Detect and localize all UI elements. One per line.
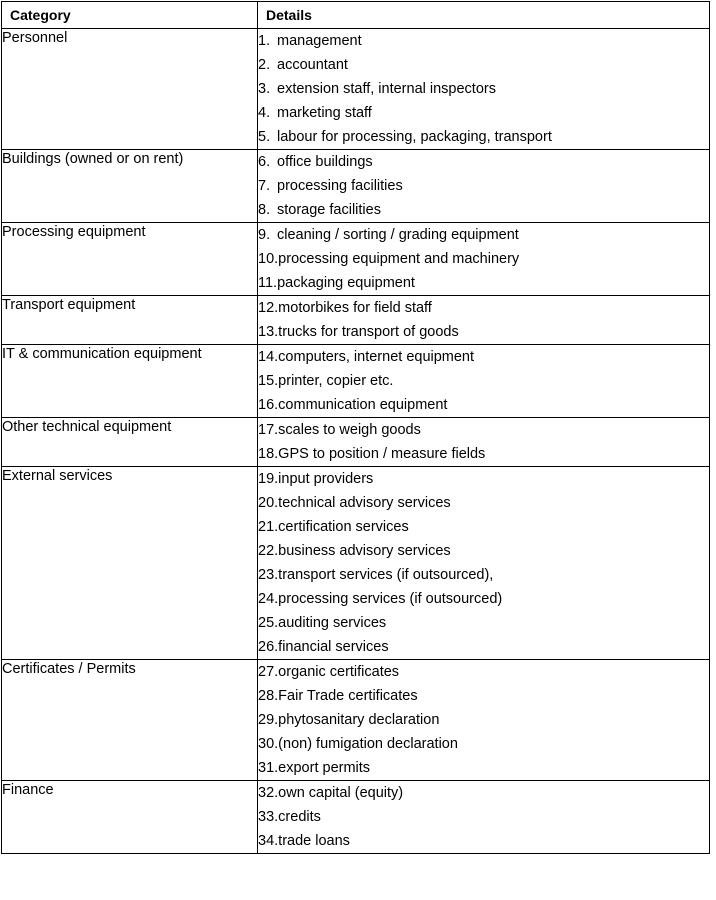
item-number: 29.	[258, 712, 279, 728]
item-number: 33.	[258, 809, 279, 825]
item-number: 21.	[258, 519, 279, 535]
item-text: marketing staff	[277, 105, 372, 121]
item-text: input providers	[278, 471, 374, 487]
details-cell	[258, 467, 710, 660]
list-item	[258, 708, 709, 732]
item-text: trade loans	[278, 833, 350, 849]
item-number: 19.	[258, 471, 279, 487]
item-number: 12.	[258, 300, 279, 316]
details-cell	[258, 418, 710, 467]
item-number: 27.	[258, 664, 279, 680]
item-number: 10.	[258, 251, 279, 267]
detail-list	[258, 467, 709, 659]
category-cell: Processing equipment	[2, 223, 258, 296]
list-item	[258, 563, 709, 587]
category-cell: Certificates / Permits	[2, 660, 258, 781]
item-number: 1.	[258, 33, 271, 49]
item-number: 26.	[258, 639, 279, 655]
list-item	[258, 125, 709, 149]
item-number: 30.	[258, 736, 279, 752]
list-item	[258, 805, 709, 829]
list-item	[258, 247, 709, 271]
table-row	[2, 296, 710, 345]
list-item	[258, 442, 709, 466]
item-number: 28.	[258, 688, 279, 704]
list-item	[258, 756, 709, 780]
item-text: office buildings	[277, 154, 373, 170]
list-item	[258, 296, 709, 320]
item-text: processing equipment and machinery	[278, 251, 520, 267]
item-number: 17.	[258, 422, 279, 438]
category-cell: Personnel	[2, 29, 258, 150]
table-row	[2, 781, 710, 854]
item-number: 14.	[258, 349, 279, 365]
detail-list	[258, 223, 709, 295]
item-number: 4.	[258, 105, 271, 121]
item-number: 3.	[258, 81, 271, 97]
list-item	[258, 77, 709, 101]
detail-list	[258, 150, 709, 222]
list-item	[258, 539, 709, 563]
detail-list	[258, 345, 709, 417]
list-item	[258, 223, 709, 247]
item-number: 23.	[258, 567, 279, 583]
list-item	[258, 271, 709, 295]
item-number: 13.	[258, 324, 279, 340]
item-text: cleaning / sorting / grading equipment	[277, 227, 519, 243]
item-text: packaging equipment	[277, 275, 415, 291]
item-number: 9.	[258, 227, 271, 243]
list-item	[258, 732, 709, 756]
list-item	[258, 587, 709, 611]
item-text: organic certificates	[278, 664, 400, 680]
category-cell: Other technical equipment	[2, 418, 258, 467]
detail-list	[258, 660, 709, 780]
item-number: 2.	[258, 57, 271, 73]
detail-list	[258, 781, 709, 853]
detail-list	[258, 29, 709, 149]
item-text: credits	[278, 809, 321, 825]
item-text: motorbikes for field staff	[278, 300, 432, 316]
details-cell	[258, 345, 710, 418]
table-row	[2, 345, 710, 418]
item-text: technical advisory services	[278, 495, 451, 511]
category-cell: External services	[2, 467, 258, 660]
list-item	[258, 515, 709, 539]
item-text: scales to weigh goods	[278, 422, 421, 438]
category-cell: Finance	[2, 781, 258, 854]
details-cell	[258, 150, 710, 223]
item-number: 22.	[258, 543, 279, 559]
item-text: own capital (equity)	[278, 785, 404, 801]
list-item	[258, 418, 709, 442]
item-number: 15.	[258, 373, 279, 389]
list-item	[258, 491, 709, 515]
list-item	[258, 320, 709, 344]
item-number: 5.	[258, 129, 271, 145]
item-text: communication equipment	[278, 397, 448, 413]
item-number: 25.	[258, 615, 279, 631]
list-item	[258, 684, 709, 708]
item-text: management	[277, 33, 362, 49]
item-text: business advisory services	[278, 543, 451, 559]
item-text: accountant	[277, 57, 348, 73]
list-item	[258, 635, 709, 659]
item-text: transport services (if outsourced),	[278, 567, 494, 583]
detail-list	[258, 296, 709, 344]
item-number: 20.	[258, 495, 279, 511]
details-cell	[258, 223, 710, 296]
list-item	[258, 829, 709, 853]
category-cell: Buildings (owned or on rent)	[2, 150, 258, 223]
list-item	[258, 781, 709, 805]
list-item	[258, 369, 709, 393]
item-number: 7.	[258, 178, 271, 194]
table-row	[2, 467, 710, 660]
list-item	[258, 29, 709, 53]
item-text: storage facilities	[277, 202, 381, 218]
item-text: phytosanitary declaration	[278, 712, 440, 728]
item-text: (non) fumigation declaration	[278, 736, 458, 752]
list-item	[258, 393, 709, 417]
details-cell	[258, 29, 710, 150]
list-item	[258, 467, 709, 491]
item-text: processing services (if outsourced)	[278, 591, 503, 607]
item-number: 24.	[258, 591, 279, 607]
list-item	[258, 611, 709, 635]
category-cell: Transport equipment	[2, 296, 258, 345]
details-header: Details	[258, 2, 710, 29]
category-header: Category	[2, 2, 258, 29]
item-number: 32.	[258, 785, 279, 801]
item-text: auditing services	[278, 615, 387, 631]
table-row	[2, 223, 710, 296]
details-cell	[258, 296, 710, 345]
table-row	[2, 29, 710, 150]
details-cell	[258, 660, 710, 781]
item-text: labour for processing, packaging, transport	[277, 129, 552, 145]
table-body	[2, 29, 710, 854]
item-number: 34.	[258, 833, 279, 849]
item-number: 31.	[258, 760, 279, 776]
list-item	[258, 53, 709, 77]
item-number: 16.	[258, 397, 279, 413]
list-item	[258, 150, 709, 174]
item-text: processing facilities	[277, 178, 403, 194]
table-row	[2, 660, 710, 781]
item-text: trucks for transport of goods	[278, 324, 459, 340]
item-number: 11.	[258, 275, 278, 291]
item-text: printer, copier etc.	[278, 373, 394, 389]
item-number: 8.	[258, 202, 271, 218]
list-item	[258, 345, 709, 369]
table-row	[2, 150, 710, 223]
list-item	[258, 660, 709, 684]
item-number: 6.	[258, 154, 271, 170]
item-text: Fair Trade certificates	[278, 688, 418, 704]
item-text: GPS to position / measure fields	[278, 446, 486, 462]
table-row	[2, 418, 710, 467]
list-item	[258, 101, 709, 125]
list-item	[258, 198, 709, 222]
detail-list	[258, 418, 709, 466]
category-cell: IT & communication equipment	[2, 345, 258, 418]
resource-table	[1, 1, 710, 854]
item-text: extension staff, internal inspectors	[277, 81, 496, 97]
item-text: export permits	[278, 760, 371, 776]
item-text: certification services	[278, 519, 409, 535]
header-row	[2, 2, 710, 29]
item-text: financial services	[278, 639, 389, 655]
details-cell	[258, 781, 710, 854]
list-item	[258, 174, 709, 198]
item-text: computers, internet equipment	[278, 349, 475, 365]
item-number: 18.	[258, 446, 279, 462]
